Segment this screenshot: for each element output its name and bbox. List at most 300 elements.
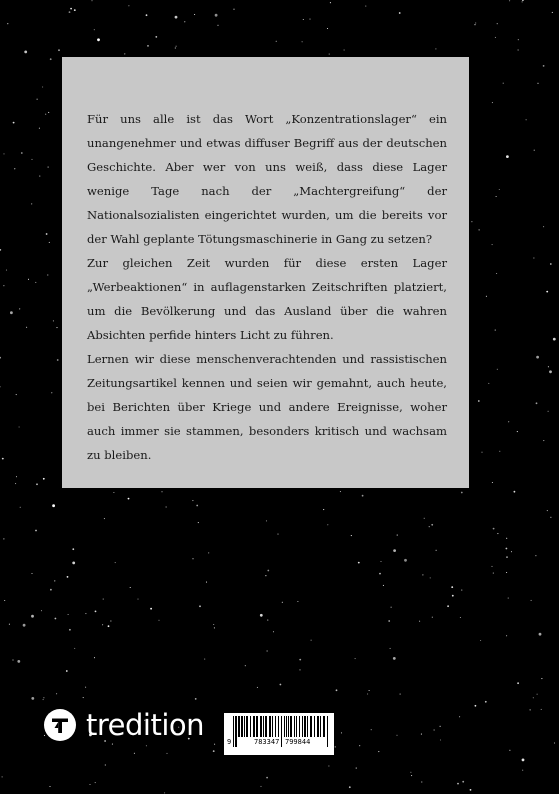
star-dot <box>410 772 411 773</box>
star-dot <box>31 203 32 204</box>
star-dot <box>486 296 487 297</box>
star-dot <box>104 518 105 519</box>
star-dot <box>522 770 523 771</box>
tredition-t-logo-icon <box>44 709 76 741</box>
star-dot <box>349 786 351 788</box>
star-dot <box>537 83 538 84</box>
star-dot <box>506 548 508 550</box>
star-dot <box>69 629 71 631</box>
publisher-brand <box>44 706 204 744</box>
star-dot <box>54 580 55 581</box>
star-dot <box>365 6 366 7</box>
star-dot <box>31 697 34 700</box>
star-dot <box>362 495 364 497</box>
star-dot <box>297 601 298 602</box>
star-dot <box>533 697 534 698</box>
star-dot <box>195 698 197 700</box>
star-dot <box>89 784 90 785</box>
star-dot <box>208 552 209 553</box>
star-dot <box>457 783 459 785</box>
barcode-digit-prefix: 9 <box>227 738 232 746</box>
star-dot <box>124 53 125 54</box>
star-dot <box>499 451 500 452</box>
star-dot <box>115 562 116 563</box>
star-dot <box>7 23 8 24</box>
star-dot <box>522 0 524 1</box>
star-dot <box>273 631 274 632</box>
star-dot <box>535 555 536 556</box>
star-dot <box>543 65 545 67</box>
star-dot <box>282 602 283 603</box>
star-dot <box>277 534 278 535</box>
star-dot <box>341 732 342 733</box>
star-dot <box>20 507 21 508</box>
barcode-bar <box>272 716 273 737</box>
star-dot <box>404 559 407 562</box>
star-dot <box>267 570 269 572</box>
star-dot <box>543 440 544 441</box>
star-dot <box>436 550 437 551</box>
star-dot <box>155 36 157 38</box>
star-dot <box>175 16 178 19</box>
star-dot <box>102 624 103 625</box>
star-dot <box>14 168 15 169</box>
star-dot <box>0 386 1 387</box>
star-dot <box>531 600 532 601</box>
star-dot <box>113 492 114 493</box>
star-dot <box>94 657 95 658</box>
star-dot <box>66 670 68 672</box>
barcode-bar <box>265 716 267 737</box>
star-dot <box>495 330 496 331</box>
star-dot <box>23 624 26 627</box>
star-dot <box>3 538 4 539</box>
star-dot <box>511 551 512 552</box>
star-dot <box>309 19 310 20</box>
star-dot <box>85 613 86 614</box>
barcode-bar <box>256 716 258 737</box>
star-dot <box>70 8 72 10</box>
barcode-bar <box>320 716 321 737</box>
star-dot <box>146 745 147 746</box>
star-dot <box>204 659 205 660</box>
star-dot <box>31 159 32 160</box>
star-dot <box>206 582 207 583</box>
star-dot <box>57 359 59 361</box>
star-dot <box>50 58 52 60</box>
star-dot <box>166 753 167 754</box>
star-dot <box>481 452 482 453</box>
star-dot <box>554 742 555 743</box>
star-dot <box>537 694 538 695</box>
star-dot <box>459 716 460 717</box>
star-dot <box>94 29 95 30</box>
barcode-bar <box>250 716 251 737</box>
star-dot <box>303 19 304 20</box>
star-dot <box>16 394 17 395</box>
star-dot <box>411 775 412 776</box>
star-dot <box>475 22 476 23</box>
star-dot <box>422 574 423 575</box>
star-dot <box>245 665 246 666</box>
barcode-bar <box>275 716 276 737</box>
star-dot <box>533 257 534 258</box>
star-dot <box>435 48 436 49</box>
star-dot <box>24 51 27 54</box>
star-dot <box>128 5 129 6</box>
star-dot <box>16 476 17 477</box>
star-dot <box>328 765 329 766</box>
barcode-bar <box>327 716 328 747</box>
star-dot <box>31 573 32 574</box>
star-dot <box>137 599 138 600</box>
star-dot <box>548 366 549 367</box>
star-dot <box>48 167 49 168</box>
star-dot <box>440 726 441 727</box>
star-dot <box>383 585 384 586</box>
star-dot <box>58 49 60 51</box>
star-dot <box>267 650 268 651</box>
star-dot <box>39 176 40 177</box>
star-dot <box>518 49 519 50</box>
star-dot <box>391 607 392 608</box>
star-dot <box>257 687 258 688</box>
star-dot <box>35 282 36 283</box>
star-dot <box>19 426 20 427</box>
star-dot <box>56 693 57 694</box>
barcode-bar <box>317 716 319 737</box>
star-dot <box>12 659 13 660</box>
star-dot <box>176 46 177 47</box>
star-dot <box>85 687 86 688</box>
star-dot <box>97 38 100 41</box>
star-dot <box>36 483 38 485</box>
barcode-bar <box>241 716 243 737</box>
barcode-bars <box>224 713 334 755</box>
barcode-bar <box>235 716 237 747</box>
star-dot <box>431 524 433 526</box>
barcode-bar <box>233 716 234 747</box>
back-cover-text-panel <box>62 57 469 488</box>
star-dot <box>534 150 535 151</box>
star-dot <box>46 233 48 235</box>
star-dot <box>147 45 149 47</box>
star-dot <box>50 589 52 591</box>
star-dot <box>72 562 75 565</box>
star-dot <box>517 431 518 432</box>
barcode-bar <box>286 716 287 737</box>
star-dot <box>496 273 497 274</box>
star-dot <box>396 735 397 736</box>
star-dot <box>299 659 301 661</box>
star-dot <box>2 458 4 460</box>
star-dot <box>323 509 324 510</box>
star-dot <box>400 694 401 695</box>
star-dot <box>497 533 498 534</box>
star-dot <box>541 678 542 679</box>
star-dot <box>335 746 336 747</box>
barcode-bar <box>281 716 282 747</box>
blurb-paragraph-1: Für uns alle ist das Wort „Konzentrationslager“ ein unangenehmer und etwas diffuser Begriff aus der deutschen Geschichte. Aber wer von uns weiß, dass diese Lager wenige Tage nach der „Machtergreifung“ der Nationalsozialisten eingerichtet wurden, um die bereits vor der Wahl geplante Tötungsmaschinerie in Gang zu setzen? <box>87 112 447 246</box>
star-dot <box>452 595 454 597</box>
star-dot <box>471 221 472 222</box>
star-dot <box>493 573 494 574</box>
star-dot <box>10 311 13 314</box>
star-dot <box>21 152 23 154</box>
star-dot <box>280 684 282 686</box>
barcode-bar <box>290 716 292 737</box>
star-dot <box>380 561 381 562</box>
star-dot <box>550 517 551 518</box>
star-dot <box>68 614 69 615</box>
star-dot <box>367 693 368 694</box>
star-dot <box>55 618 57 620</box>
star-dot <box>13 122 15 124</box>
star-dot <box>69 11 71 13</box>
star-dot <box>491 566 492 567</box>
star-dot <box>3 153 4 154</box>
star-dot <box>105 764 106 765</box>
barcode-bar <box>278 716 279 737</box>
barcode-bar <box>284 716 285 737</box>
star-dot <box>74 9 76 11</box>
star-dot <box>518 39 519 40</box>
star-dot <box>499 189 500 190</box>
star-dot <box>539 633 542 636</box>
star-dot <box>158 620 159 621</box>
star-dot <box>31 615 34 618</box>
barcode-digits-left: 783347 <box>254 738 280 746</box>
star-dot <box>390 648 391 649</box>
star-dot <box>514 491 516 493</box>
star-dot <box>548 411 549 412</box>
star-dot <box>541 709 542 710</box>
star-dot <box>49 242 50 243</box>
star-dot <box>421 734 422 735</box>
star-dot <box>399 12 401 14</box>
barcode-bar <box>288 716 289 737</box>
barcode-digits-right: 799844 <box>285 738 311 746</box>
barcode-bar <box>260 716 262 737</box>
star-dot <box>419 621 420 622</box>
barcode-bar <box>307 716 308 737</box>
star-dot <box>130 587 131 588</box>
star-dot <box>536 356 539 359</box>
star-dot <box>52 504 55 507</box>
barcode-bar <box>314 716 315 737</box>
star-dot <box>355 658 356 659</box>
star-dot <box>371 729 372 730</box>
star-dot <box>327 28 328 29</box>
star-dot <box>184 21 185 22</box>
star-dot <box>3 285 4 286</box>
star-dot <box>49 786 50 787</box>
star-dot <box>447 605 449 607</box>
star-dot <box>470 789 472 791</box>
star-dot <box>509 0 510 1</box>
star-dot <box>536 402 538 404</box>
isbn-barcode <box>224 713 334 755</box>
star-dot <box>497 369 498 370</box>
star-dot <box>9 624 10 625</box>
star-dot <box>39 128 40 129</box>
star-dot <box>45 114 46 115</box>
barcode-bar <box>246 716 248 737</box>
blurb-paragraph-3: Lernen wir diese menschenverachtenden und rassistischen Zeitungsartikel kennen und seien wir gemahnt, auch heute, bei Berichten über Kriege und andere Ereignisse, woher auch immer sie stammen, besonders kritisch und wachsam zu bleiben. <box>87 352 447 462</box>
star-dot <box>214 744 215 745</box>
star-dot <box>175 47 176 48</box>
star-dot <box>508 421 509 422</box>
star-dot <box>266 777 268 779</box>
star-dot <box>302 41 303 42</box>
star-dot <box>421 781 422 782</box>
star-dot <box>506 538 507 539</box>
star-dot <box>213 750 215 752</box>
star-dot <box>379 573 381 575</box>
star-dot <box>480 640 481 641</box>
star-dot <box>327 524 328 525</box>
star-dot <box>461 492 463 494</box>
star-dot <box>378 751 379 752</box>
star-dot <box>546 291 548 293</box>
star-dot <box>462 781 464 783</box>
star-dot <box>19 308 20 309</box>
star-dot <box>493 528 495 530</box>
star-dot <box>336 689 338 691</box>
publisher-name: tredition <box>86 707 205 742</box>
star-dot <box>74 648 75 649</box>
star-dot <box>474 24 475 25</box>
star-dot <box>0 357 1 359</box>
star-dot <box>550 263 552 265</box>
star-dot <box>47 274 48 275</box>
barcode-bar <box>263 716 264 737</box>
star-dot <box>41 610 42 611</box>
star-dot <box>479 229 480 230</box>
star-dot <box>6 270 7 271</box>
star-dot <box>547 510 548 511</box>
star-dot <box>393 657 396 660</box>
star-dot <box>110 620 111 621</box>
star-dot <box>2 776 3 777</box>
star-dot <box>17 660 20 663</box>
barcode-bar <box>310 716 312 737</box>
star-dot <box>260 614 263 617</box>
barcode-bar <box>253 716 255 737</box>
barcode-bar <box>304 716 306 737</box>
star-dot <box>134 753 135 754</box>
star-dot <box>299 669 300 670</box>
star-dot <box>215 14 218 17</box>
star-dot <box>358 562 360 564</box>
star-dot <box>161 491 162 492</box>
star-dot <box>330 2 331 3</box>
barcode-bar <box>299 716 300 737</box>
star-dot <box>83 697 84 698</box>
star-dot <box>344 49 345 50</box>
star-dot <box>388 620 390 622</box>
star-dot <box>56 327 57 328</box>
star-dot <box>506 155 509 158</box>
star-dot <box>508 598 509 599</box>
star-dot <box>506 572 507 573</box>
star-dot <box>526 119 527 120</box>
star-dot <box>495 37 496 38</box>
star-dot <box>553 338 556 341</box>
star-dot <box>146 14 148 16</box>
star-dot <box>95 611 97 613</box>
star-dot <box>265 575 266 576</box>
star-dot <box>198 522 199 523</box>
star-dot <box>166 506 167 507</box>
star-dot <box>42 86 43 87</box>
star-dot <box>276 41 277 42</box>
star-dot <box>15 483 16 484</box>
star-dot <box>492 482 493 483</box>
star-dot <box>150 608 152 610</box>
star-dot <box>549 370 552 373</box>
star-dot <box>260 786 261 787</box>
star-dot <box>95 782 96 783</box>
star-dot <box>340 491 341 492</box>
barcode-bar <box>269 716 271 737</box>
star-dot <box>266 520 267 521</box>
star-dot <box>351 535 352 536</box>
star-dot <box>128 498 130 500</box>
barcode-bar <box>302 716 303 737</box>
star-dot <box>497 23 498 24</box>
star-dot <box>492 244 493 245</box>
star-dot <box>267 620 268 621</box>
star-dot <box>503 83 504 84</box>
star-dot <box>164 792 165 793</box>
star-dot <box>51 392 52 393</box>
star-dot <box>478 400 480 402</box>
star-dot <box>91 0 92 1</box>
star-dot <box>506 556 508 558</box>
star-dot <box>359 745 360 746</box>
star-dot <box>199 605 201 607</box>
star-dot <box>108 625 110 627</box>
star-dot <box>543 226 544 227</box>
star-dot <box>233 9 234 10</box>
star-dot <box>217 25 218 26</box>
star-dot <box>530 709 531 710</box>
star-dot <box>356 768 357 769</box>
star-dot <box>196 505 198 507</box>
star-dot <box>53 320 54 321</box>
star-dot <box>329 54 330 55</box>
star-dot <box>522 759 525 762</box>
star-dot <box>0 249 1 251</box>
star-dot <box>461 590 462 591</box>
star-dot <box>485 701 487 703</box>
star-dot <box>451 586 453 588</box>
star-dot <box>440 739 441 740</box>
star-dot <box>475 705 477 707</box>
star-dot <box>194 14 195 15</box>
barcode-bar <box>244 716 245 737</box>
star-dot <box>35 530 37 532</box>
star-dot <box>192 558 193 559</box>
star-dot <box>214 627 215 628</box>
star-dot <box>192 500 193 501</box>
barcode-bar <box>296 716 297 737</box>
star-dot <box>28 279 29 280</box>
star-dot <box>522 1 523 2</box>
star-dot <box>517 682 519 684</box>
star-dot <box>509 750 510 751</box>
